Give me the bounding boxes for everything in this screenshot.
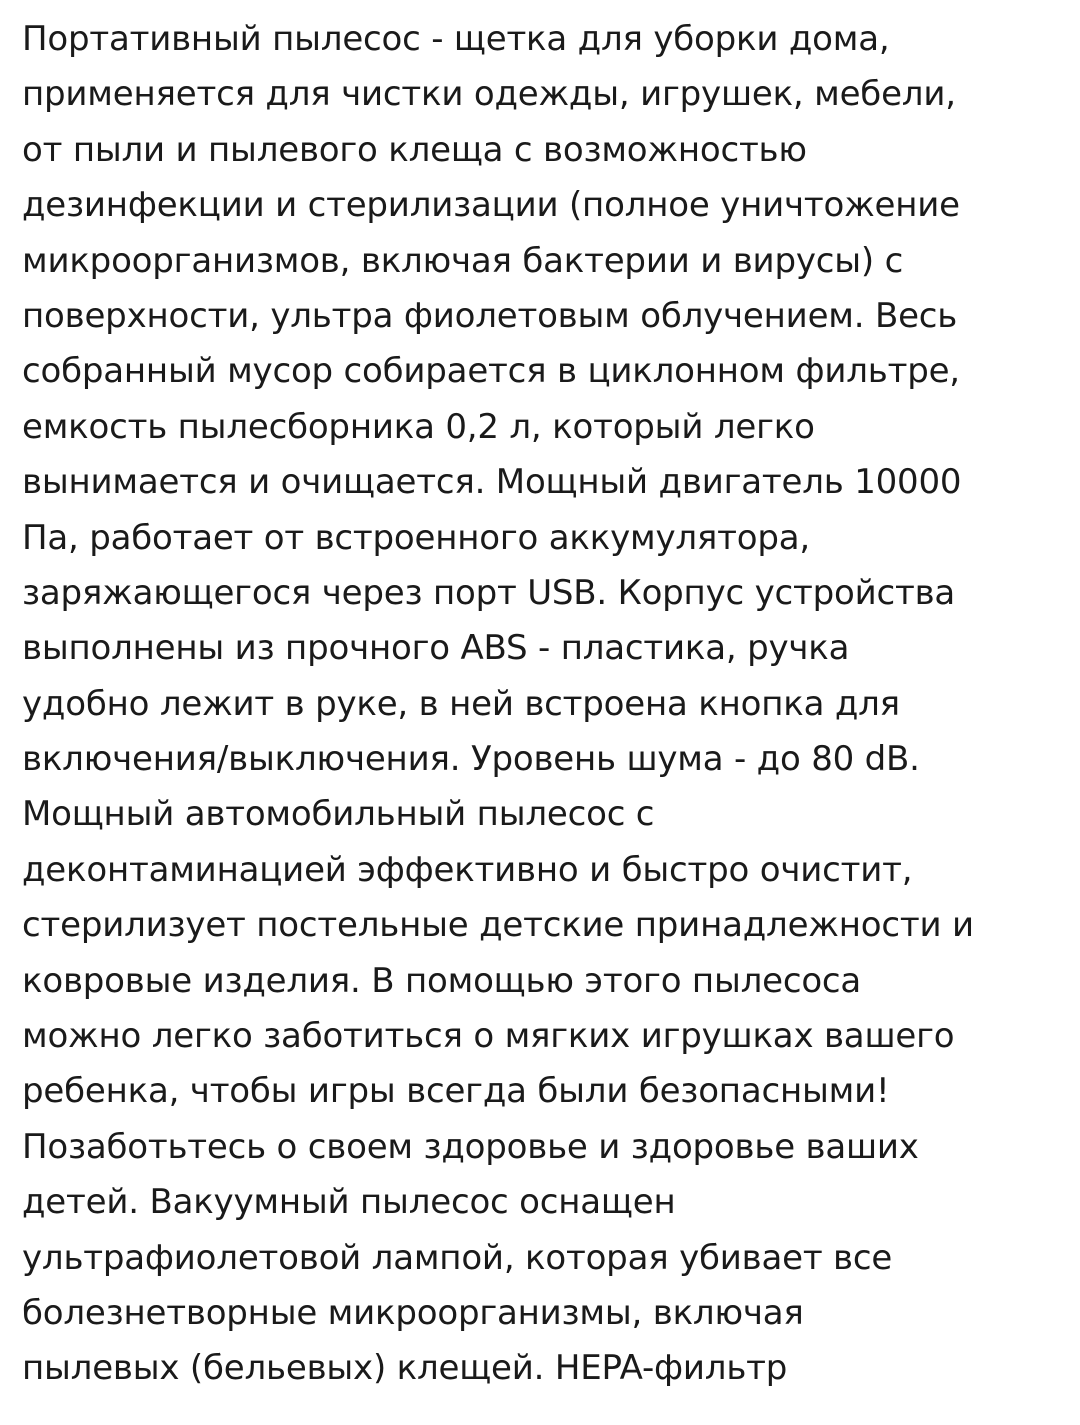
description-line: детей. Вакуумный пылесос оснащен: [22, 1182, 676, 1223]
description-line: Мощный автомобильный пылесос с: [22, 794, 655, 835]
description-line: ковровые изделия. В помощью этого пылесоса: [22, 960, 862, 1001]
description-line: дезинфекции и стерилизации (полное уничтожение: [22, 185, 960, 226]
description-line: болезнетворные микроорганизмы, включая: [22, 1292, 804, 1333]
description-line: пылевых (бельевых) клещей. HEPA-фильтр: [22, 1348, 788, 1389]
description-line: можно легко заботиться о мягких игрушках вашего: [22, 1016, 955, 1057]
description-line: собранный мусор собирается в циклонном фильтре,: [22, 351, 960, 392]
description-line: емкость пылесборника 0,2 л, который легко: [22, 406, 815, 447]
description-line: деконтаминацией эффективно и быстро очистит,: [22, 849, 913, 890]
description-line: ультрафиолетовой лампой, которая убивает все: [22, 1237, 893, 1278]
description-line: стерилизует постельные детские принадлежности и: [22, 905, 974, 946]
description-line: Портативный пылесос - щетка для уборки дома,: [22, 19, 890, 59]
description-line: включения/выключения. Уровень шума - до 80 dB.: [22, 739, 920, 780]
description-line: микроорганизмов, включая бактерии и вирусы) с: [22, 240, 904, 281]
description-line: выполнены из прочного ABS - пластика, ручка: [22, 628, 850, 669]
description-line: вынимается и очищается. Мощный двигатель 10000: [22, 462, 962, 503]
description-line: заряжающегося через порт USB. Корпус устройства: [22, 572, 956, 613]
description-line: поверхности, ультра фиолетовым облучением. Весь: [22, 295, 958, 336]
description-line: Па, работает от встроенного аккумулятора,: [22, 517, 810, 558]
description-line: от пыли и пылевого клеща с возможностью: [22, 129, 807, 170]
product-description-text: [22, 12, 1072, 1397]
description-line: ребенка, чтобы игры всегда были безопасными!: [22, 1071, 890, 1112]
description-line: Позаботьтесь о своем здоровье и здоровье ваших: [22, 1126, 919, 1167]
description-line: удобно лежит в руке, в ней встроена кнопка для: [22, 683, 900, 724]
description-line: применяется для чистки одежды, игрушек, мебели,: [22, 74, 956, 115]
